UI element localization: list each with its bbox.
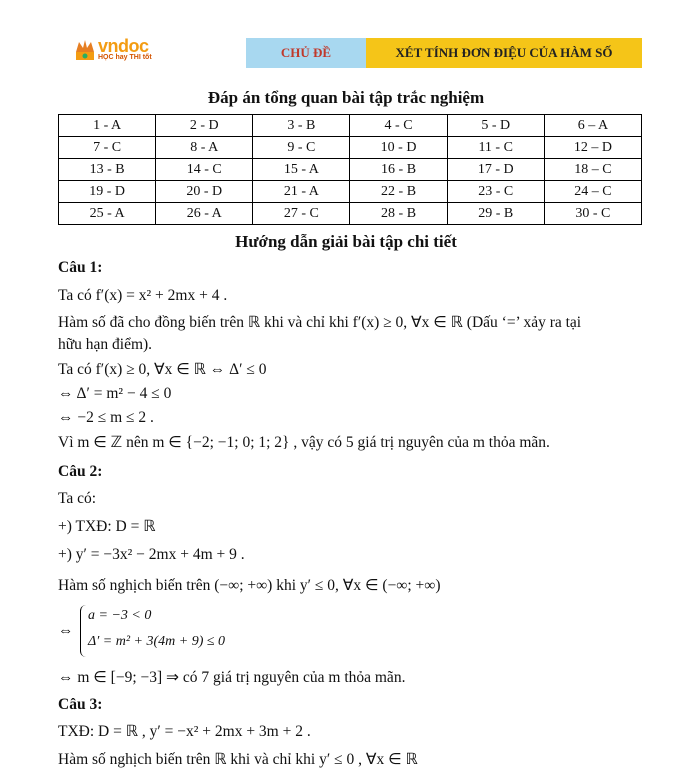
overview-title: Đáp án tổng quan bài tập trắc nghiệm <box>207 88 485 107</box>
answer-cell: 7 - C <box>59 137 156 159</box>
q3-line: TXĐ: D = ℝ , y′ = −x² + 2mx + 3m + 2 . <box>58 723 311 740</box>
vndoc-logo[interactable] <box>74 38 244 68</box>
q2-line: ⇔ m ∈ [−9; −3] ⇒ có 7 giá trị nguyên của m thỏa mãn. <box>58 669 406 686</box>
logo-tagline: HỌC hay THI tốt <box>98 54 152 61</box>
answer-cell: 29 - B <box>447 203 544 225</box>
q1-line: Vì m ∈ ℤ nên m ∈ {−2; −1; 0; 1; 2} , vậy có 5 giá trị nguyên của m thỏa mãn. <box>58 434 550 451</box>
answer-cell: 3 - B <box>253 115 350 137</box>
crown-icon <box>74 38 96 64</box>
q2-line: Ta có: <box>58 490 97 507</box>
q1-line: ⇔ −2 ≤ m ≤ 2 . <box>58 409 154 426</box>
answer-cell: 6 – A <box>544 115 641 137</box>
answer-cell: 17 - D <box>447 159 544 181</box>
answer-cell: 27 - C <box>253 203 350 225</box>
answer-cell: 13 - B <box>59 159 156 181</box>
q2-system-line: a = −3 < 0 <box>88 608 152 623</box>
answer-cell: 20 - D <box>156 181 253 203</box>
q2-label: Câu 2: <box>58 463 103 480</box>
answer-table <box>58 114 642 225</box>
q2-equiv: ⇔ <box>58 622 74 639</box>
answer-cell: 14 - C <box>156 159 253 181</box>
q1-label: Câu 1: <box>58 259 103 276</box>
answer-cell: 18 – C <box>544 159 641 181</box>
answer-cell: 1 - A <box>59 115 156 137</box>
answer-cell: 23 - C <box>447 181 544 203</box>
answer-cell: 2 - D <box>156 115 253 137</box>
answer-cell: 19 - D <box>59 181 156 203</box>
q1-line: Ta có f′(x) = x² + 2mx + 4 . <box>58 287 228 304</box>
q3-line: Hàm số nghịch biến trên ℝ khi và chỉ khi y′ ≤ 0 , ∀x ∈ ℝ <box>58 751 418 768</box>
answer-cell: 11 - C <box>447 137 544 159</box>
answer-cell: 21 - A <box>253 181 350 203</box>
detail-title: Hướng dẫn giải bài tập chi tiết <box>235 232 457 251</box>
answer-cell: 25 - A <box>59 203 156 225</box>
q2-line: +) y′ = −3x² − 2mx + 4m + 9 . <box>58 546 245 563</box>
q1-line: Hàm số đã cho đồng biến trên ℝ khi và chỉ khi f′(x) ≥ 0, ∀x ∈ ℝ (Dấu ‘=’ xảy ra tại <box>58 314 582 331</box>
q1-line: Ta có f′(x) ≥ 0, ∀x ∈ ℝ ⇔ Δ′ ≤ 0 <box>58 361 267 378</box>
answer-row <box>59 115 642 137</box>
answer-row <box>59 203 642 225</box>
q3-label: Câu 3: <box>58 696 103 713</box>
answer-cell: 4 - C <box>350 115 447 137</box>
answer-row <box>59 181 642 203</box>
answer-row <box>59 137 642 159</box>
answer-cell: 28 - B <box>350 203 447 225</box>
answer-cell: 22 - B <box>350 181 447 203</box>
q2-line: +) TXĐ: D = ℝ <box>58 518 156 535</box>
answer-cell: 24 – C <box>544 181 641 203</box>
answer-cell: 9 - C <box>253 137 350 159</box>
topic-label: CHỦ ĐỀ <box>246 38 366 68</box>
answer-cell: 8 - A <box>156 137 253 159</box>
answer-cell: 12 – D <box>544 137 641 159</box>
logo-text: vndoc <box>98 36 149 56</box>
answer-cell: 5 - D <box>447 115 544 137</box>
answer-cell: 10 - D <box>350 137 447 159</box>
answer-cell: 15 - A <box>253 159 350 181</box>
answer-cell: 16 - B <box>350 159 447 181</box>
q2-system-line: Δ′ = m² + 3(4m + 9) ≤ 0 <box>88 634 226 649</box>
q2-line: Hàm số nghịch biến trên (−∞; +∞) khi y′ ≤ 0, ∀x ∈ (−∞; +∞) <box>58 577 441 594</box>
q1-line: ⇔ Δ′ = m² − 4 ≤ 0 <box>58 385 172 402</box>
answer-row <box>59 159 642 181</box>
q1-line: hữu hạn điểm). <box>58 336 153 353</box>
answer-cell: 30 - C <box>544 203 641 225</box>
answer-cell: 26 - A <box>156 203 253 225</box>
topic-title: XÉT TÍNH ĐƠN ĐIỆU CỦA HÀM SỐ <box>366 38 642 68</box>
